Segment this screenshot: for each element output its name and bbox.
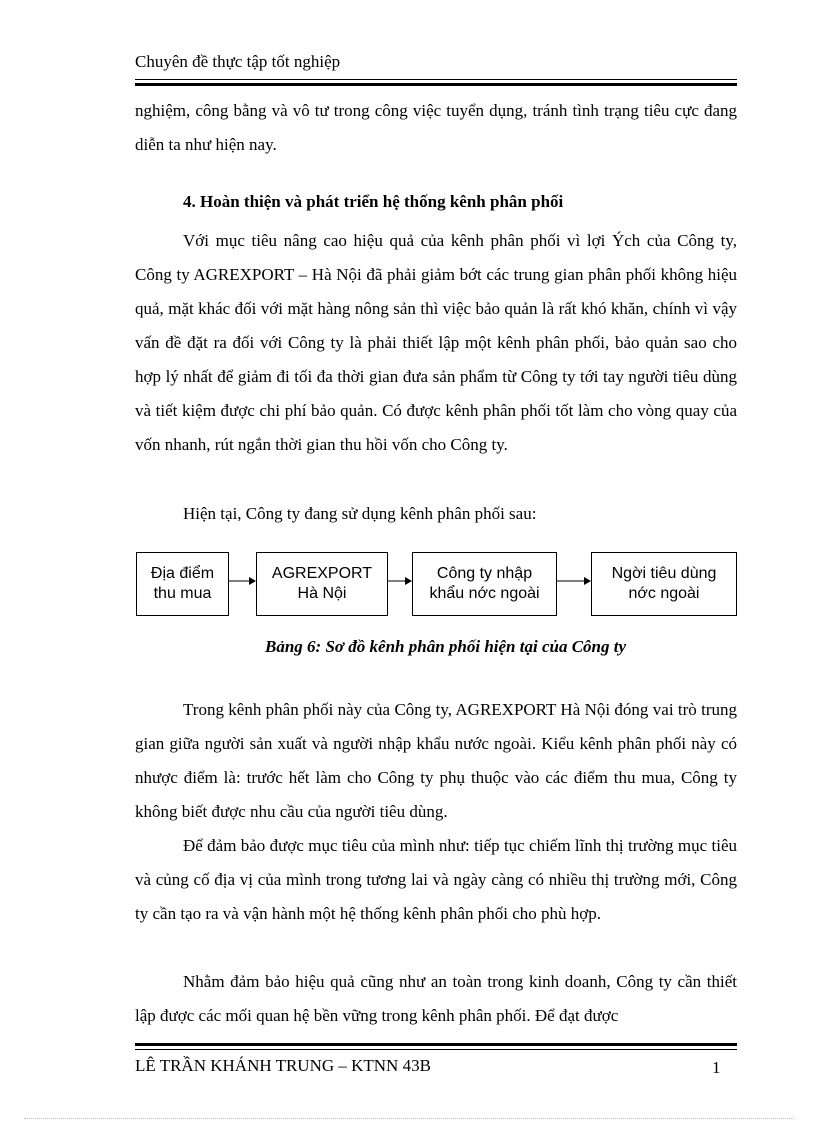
paragraph-channel-weakness: Trong kênh phân phối này của Công ty, AGREXPORT Hà Nội đóng vai trò trung gian giữa người sản xuất và người nhập khẩu nước ngoài. Kiểu kênh phân phối này có nhược điểm là: trước hết làm cho Công ty phụ thuộc vào các điểm thu mua, Công ty không biết được nhu cầu của người tiêu dùng. <box>135 700 737 821</box>
diagram-caption: Bảng 6: Sơ đồ kênh phân phối hiện tại của Công ty <box>265 637 627 656</box>
header-rule-thin <box>135 79 737 80</box>
paragraph-relationships: Nhằm đảm bảo hiệu quả cũng như an toàn trong kinh doanh, Công ty cần thiết lập được các mối quan hệ bền vững trong kênh phân phối. Để đạt được <box>135 972 737 1025</box>
box-line: AGREXPORT <box>271 565 373 582</box>
header-rule-thick <box>135 83 737 86</box>
diagram-box-consumer <box>591 552 737 616</box>
box-line: khẩu nớc ngoài <box>429 585 540 602</box>
document-title: Chuyên đề thực tập tốt nghiệp <box>135 52 341 71</box>
arrow-right-icon <box>388 576 412 586</box>
box-line: Công ty nhập <box>436 565 533 582</box>
box-line: Ngời tiêu dùng <box>611 565 717 582</box>
box-line: Hà Nội <box>297 585 347 602</box>
paragraph-distribution-goal: Với mục tiêu nâng cao hiệu quả của kênh phân phối vì lợi Ých của Công ty, Công ty AGREXPORT – Hà Nội đã phải giảm bớt các trung gian phân phối không hiệu quả, mặt khác đối với mặt hàng nông sản thì việc bảo quản là rất khó khăn, chính vì vậy vấn đề đặt ra đối với Công ty là phải thiết lập một kênh phân phối, bảo quản sao cho hợp lý nhất để giảm đi tối đa thời gian đưa sản phẩm từ Công ty tới tay người tiêu dùng và tiết kiệm được chi phí bảo quản. Có được kênh phân phối tốt làm cho vòng quay của vốn nhanh, rút ngắn thời gian thu hồi vốn cho Công ty. <box>135 231 737 454</box>
page-bottom-dotted-divider <box>24 1118 794 1119</box>
arrow-right-icon <box>229 576 256 586</box>
paragraph-continued: nghiệm, công bằng và vô tư trong công việc tuyển dụng, tránh tình trạng tiêu cực đang diễn ta như hiện nay. <box>135 101 737 154</box>
paragraph-current-channel: Hiện tại, Công ty đang sử dụng kênh phân phối sau: <box>183 504 537 523</box>
paragraph-objectives: Để đảm bảo được mục tiêu của mình như: tiếp tục chiếm lĩnh thị trường mục tiêu và củng cố địa vị của mình trong tương lai và ngày càng có nhiều thị trường mới, Công ty cần tạo ra và vận hành một hệ thống kênh phân phối cho phù hợp. <box>135 836 737 923</box>
arrow-right-icon <box>557 576 591 586</box>
page-number: 1 <box>712 1058 721 1077</box>
footer-author: LÊ TRẦN KHÁNH TRUNG – KTNN 43B <box>135 1056 431 1075</box>
section-heading: 4. Hoàn thiện và phát triển hệ thống kênh phân phối <box>183 192 564 211</box>
box-line: Địa điểm <box>150 565 215 582</box>
box-line: nớc ngoài <box>628 585 700 602</box>
diagram-box-importer <box>412 552 557 616</box>
box-line: thu mua <box>153 585 212 602</box>
diagram-box-agrexport <box>256 552 388 616</box>
footer-rule-thin <box>135 1049 737 1050</box>
diagram-box-collection-point <box>136 552 229 616</box>
footer-rule-thick <box>135 1043 737 1046</box>
